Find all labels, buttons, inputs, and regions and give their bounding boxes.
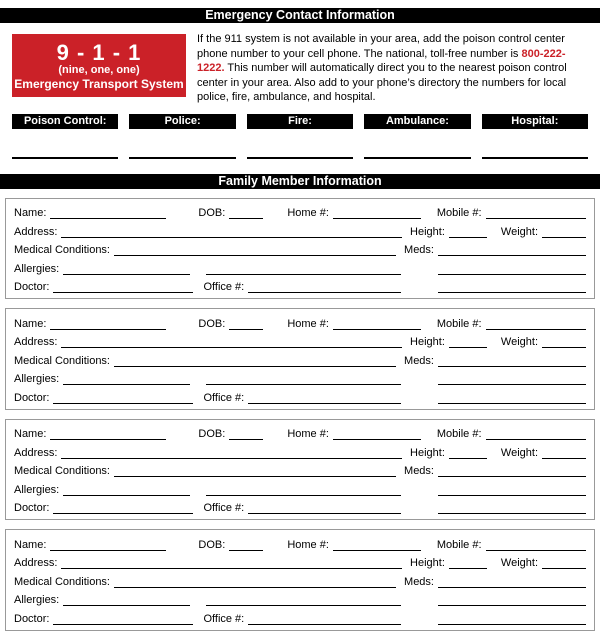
poison-control-number-field[interactable] xyxy=(12,157,118,159)
weight-label: Weight: xyxy=(500,557,538,570)
name-label: Name: xyxy=(14,207,47,220)
address-field[interactable] xyxy=(61,556,402,569)
poison-control-phone-number: 800-222-1222. xyxy=(197,47,566,75)
medical-conditions-field[interactable] xyxy=(114,575,396,588)
emergency-911-box xyxy=(12,34,186,97)
instructions-text-after: This number will automatically direct you to the nearest poison control center in your area. Also add to your phone’s directory the numbers for local police, fire, ambulance, and hospital. xyxy=(197,62,567,104)
name-label: Name: xyxy=(14,428,47,441)
emergency-number-words: (nine, one, one) xyxy=(58,63,140,76)
meds-field[interactable] xyxy=(438,354,586,367)
poison-control-column xyxy=(12,114,118,159)
name-field[interactable] xyxy=(50,206,166,219)
address-label: Address: xyxy=(14,557,58,570)
emergency-numbers-row xyxy=(12,114,588,159)
fire-number-field[interactable] xyxy=(247,157,353,159)
doctor-field[interactable] xyxy=(53,280,193,293)
allergies-row xyxy=(14,257,586,276)
doctor-label: Doctor: xyxy=(14,612,50,625)
mobile-phone-label: Mobile #: xyxy=(436,428,482,441)
allergies-label: Allergies: xyxy=(14,594,60,607)
police-label: Police: xyxy=(129,114,235,129)
family-member-block-2 xyxy=(5,308,595,410)
mobile-phone-field[interactable] xyxy=(486,538,586,551)
ambulance-column xyxy=(364,114,470,159)
weight-field[interactable] xyxy=(542,556,586,569)
ambulance-label: Ambulance: xyxy=(364,114,470,129)
medical-row xyxy=(14,239,586,258)
allergies-field[interactable] xyxy=(63,593,190,606)
name-label: Name: xyxy=(14,538,47,551)
meds-field[interactable] xyxy=(438,243,586,256)
emergency-section-header: Emergency Contact Information xyxy=(0,8,600,23)
mobile-phone-label: Mobile #: xyxy=(436,538,482,551)
family-member-block-1 xyxy=(5,198,595,300)
intro-section xyxy=(12,32,588,105)
family-member-block-3 xyxy=(5,419,595,521)
weight-field[interactable] xyxy=(542,225,586,238)
dob-label: DOB: xyxy=(198,538,226,551)
office-phone-label: Office #: xyxy=(203,281,245,294)
meds-field[interactable] xyxy=(438,575,586,588)
fire-label: Fire: xyxy=(247,114,353,129)
hospital-number-field[interactable] xyxy=(482,157,588,159)
office-phone-field[interactable] xyxy=(248,501,401,514)
height-field[interactable] xyxy=(449,556,487,569)
dob-field[interactable] xyxy=(229,538,263,551)
doctor-label: Doctor: xyxy=(14,281,50,294)
meds-label: Meds: xyxy=(404,354,434,367)
address-field[interactable] xyxy=(61,446,402,459)
address-label: Address: xyxy=(14,446,58,459)
doctor-field[interactable] xyxy=(53,391,193,404)
height-field[interactable] xyxy=(449,225,487,238)
emergency-number: 9 - 1 - 1 xyxy=(56,39,142,65)
address-label: Address: xyxy=(14,225,58,238)
allergies-continuation-field[interactable] xyxy=(206,593,401,606)
dob-label: DOB: xyxy=(198,428,226,441)
address-field[interactable] xyxy=(61,335,402,348)
address-row xyxy=(14,331,586,350)
family-section-header: Family Member Information xyxy=(0,174,600,189)
allergies-row xyxy=(14,478,586,497)
office-phone-field[interactable] xyxy=(248,280,401,293)
meds-field[interactable] xyxy=(438,464,586,477)
allergies-field[interactable] xyxy=(63,262,190,275)
meds-continuation-field[interactable] xyxy=(438,262,586,275)
meds-continuation-field[interactable] xyxy=(438,391,586,404)
name-field[interactable] xyxy=(50,317,166,330)
emergency-contact-form xyxy=(0,8,600,631)
address-row xyxy=(14,220,586,239)
home-phone-field[interactable] xyxy=(333,427,421,440)
office-phone-field[interactable] xyxy=(248,391,401,404)
home-phone-field[interactable] xyxy=(333,206,421,219)
ambulance-number-field[interactable] xyxy=(364,157,470,159)
name-field[interactable] xyxy=(50,427,166,440)
office-phone-field[interactable] xyxy=(248,612,401,625)
name-row xyxy=(14,202,586,221)
weight-field[interactable] xyxy=(542,446,586,459)
doctor-label: Doctor: xyxy=(14,502,50,515)
doctor-label: Doctor: xyxy=(14,391,50,404)
meds-continuation-field[interactable] xyxy=(438,593,586,606)
doctor-row xyxy=(14,386,586,405)
medical-conditions-field[interactable] xyxy=(114,464,396,477)
allergies-field[interactable] xyxy=(63,372,190,385)
poison-control-label: Poison Control: xyxy=(12,114,118,129)
dob-field[interactable] xyxy=(229,427,263,440)
mobile-phone-label: Mobile #: xyxy=(436,317,482,330)
meds-label: Meds: xyxy=(404,244,434,257)
medical-conditions-field[interactable] xyxy=(114,243,396,256)
police-column xyxy=(129,114,235,159)
meds-continuation-field[interactable] xyxy=(438,501,586,514)
address-row xyxy=(14,552,586,571)
mobile-phone-field[interactable] xyxy=(486,427,586,440)
meds-label: Meds: xyxy=(404,465,434,478)
medical-conditions-label: Medical Conditions: xyxy=(14,465,110,478)
height-field[interactable] xyxy=(449,335,487,348)
medical-conditions-label: Medical Conditions: xyxy=(14,575,110,588)
name-row xyxy=(14,312,586,331)
instructions-text-before: If the 911 system is not available in your area, add the poison control center phone number to your cell phone. The national, toll-free number is xyxy=(197,33,565,60)
medical-conditions-field[interactable] xyxy=(114,354,396,367)
family-member-block-4 xyxy=(5,529,595,631)
dob-label: DOB: xyxy=(198,207,226,220)
doctor-row xyxy=(14,607,586,626)
allergies-continuation-field[interactable] xyxy=(206,262,401,275)
office-phone-label: Office #: xyxy=(203,502,245,515)
home-phone-label: Home #: xyxy=(287,538,329,551)
police-number-field[interactable] xyxy=(129,157,235,159)
allergies-continuation-field[interactable] xyxy=(206,483,401,496)
hospital-column xyxy=(482,114,588,159)
name-row xyxy=(14,533,586,552)
meds-label: Meds: xyxy=(404,575,434,588)
height-label: Height: xyxy=(410,336,445,349)
medical-row xyxy=(14,570,586,589)
mobile-phone-label: Mobile #: xyxy=(436,207,482,220)
doctor-row xyxy=(14,276,586,295)
allergies-row xyxy=(14,589,586,608)
weight-label: Weight: xyxy=(500,225,538,238)
allergies-row xyxy=(14,368,586,387)
meds-continuation-field[interactable] xyxy=(438,483,586,496)
allergies-continuation-field[interactable] xyxy=(206,372,401,385)
home-phone-label: Home #: xyxy=(287,428,329,441)
allergies-label: Allergies: xyxy=(14,373,60,386)
weight-field[interactable] xyxy=(542,335,586,348)
mobile-phone-field[interactable] xyxy=(486,317,586,330)
weight-label: Weight: xyxy=(500,446,538,459)
doctor-field[interactable] xyxy=(53,612,193,625)
poison-control-instructions xyxy=(197,32,588,105)
name-label: Name: xyxy=(14,317,47,330)
emergency-transport-caption: Emergency Transport System xyxy=(14,76,184,91)
meds-continuation-field[interactable] xyxy=(438,612,586,625)
medical-conditions-label: Medical Conditions: xyxy=(14,354,110,367)
home-phone-field[interactable] xyxy=(333,538,421,551)
height-label: Height: xyxy=(410,225,445,238)
address-row xyxy=(14,441,586,460)
allergies-field[interactable] xyxy=(63,483,190,496)
meds-continuation-field[interactable] xyxy=(438,280,586,293)
dob-label: DOB: xyxy=(198,317,226,330)
name-field[interactable] xyxy=(50,538,166,551)
name-row xyxy=(14,423,586,442)
allergies-label: Allergies: xyxy=(14,262,60,275)
doctor-row xyxy=(14,497,586,516)
allergies-label: Allergies: xyxy=(14,483,60,496)
address-label: Address: xyxy=(14,336,58,349)
home-phone-label: Home #: xyxy=(287,207,329,220)
home-phone-label: Home #: xyxy=(287,317,329,330)
home-phone-field[interactable] xyxy=(333,317,421,330)
doctor-field[interactable] xyxy=(53,501,193,514)
weight-label: Weight: xyxy=(500,336,538,349)
address-field[interactable] xyxy=(61,225,402,238)
height-label: Height: xyxy=(410,557,445,570)
medical-conditions-label: Medical Conditions: xyxy=(14,244,110,257)
mobile-phone-field[interactable] xyxy=(486,206,586,219)
dob-field[interactable] xyxy=(229,206,263,219)
height-field[interactable] xyxy=(449,446,487,459)
dob-field[interactable] xyxy=(229,317,263,330)
medical-row xyxy=(14,460,586,479)
hospital-label: Hospital: xyxy=(482,114,588,129)
height-label: Height: xyxy=(410,446,445,459)
office-phone-label: Office #: xyxy=(203,391,245,404)
medical-row xyxy=(14,349,586,368)
office-phone-label: Office #: xyxy=(203,612,245,625)
fire-column xyxy=(247,114,353,159)
meds-continuation-field[interactable] xyxy=(438,372,586,385)
